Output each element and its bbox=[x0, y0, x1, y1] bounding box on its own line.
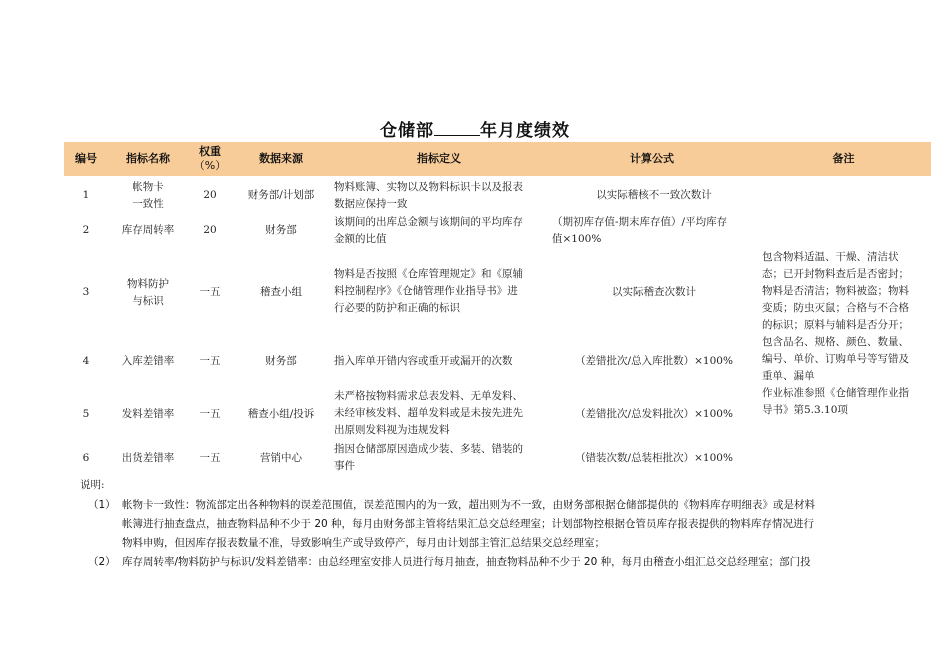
row-definition bbox=[334, 441, 550, 475]
row-source: 财务部 bbox=[265, 224, 297, 236]
row-no: 2 bbox=[82, 224, 90, 236]
definition-line: 指因仓储部原因造成少装、多装、错装的 bbox=[334, 443, 523, 455]
row-weight: 20 bbox=[203, 224, 217, 236]
row-name: 入库差错率 bbox=[121, 355, 175, 367]
row-definition bbox=[334, 388, 550, 439]
row-name-line: 物料防护 bbox=[127, 278, 169, 290]
row-no: 4 bbox=[82, 355, 90, 367]
row-formula: （错装次数/总装柜批次）×100% bbox=[575, 452, 733, 464]
remark-line: 作业标准参照《仓储管理作业指 bbox=[762, 387, 909, 399]
row-no: 1 bbox=[82, 189, 90, 201]
header-weight-line1: 权重 bbox=[199, 145, 221, 158]
header-formula: 计算公式 bbox=[630, 152, 674, 165]
row-source: 稽查小组 bbox=[260, 286, 302, 298]
definition-line: 物料账簿、实物以及物料标识卡以及报表 bbox=[334, 181, 523, 193]
definition-line: 数据应保持一致 bbox=[334, 198, 408, 210]
definition-line: 未严格按物料需求总表发料、无单发料、 bbox=[334, 390, 523, 402]
remark-line: 重单、漏单 bbox=[762, 370, 815, 382]
definition-line: 事件 bbox=[334, 460, 355, 472]
row-formula: 以实际稽核不一致次数计 bbox=[596, 189, 712, 201]
row-weight: 一五 bbox=[199, 408, 221, 420]
title-blank-line bbox=[434, 121, 480, 136]
title-suffix: 年月度绩效 bbox=[480, 121, 570, 141]
definition-line: 未经审核发料、超单发料或是未按先进先 bbox=[334, 407, 523, 419]
row-name-line: 与标识 bbox=[132, 295, 164, 307]
row-name: 出货差错率 bbox=[121, 452, 175, 464]
row-weight: 一五 bbox=[199, 452, 221, 464]
header-weight-line2: （%） bbox=[193, 159, 227, 172]
definition-line: 该期间的出库总金额与该期间的平均库存 bbox=[334, 216, 523, 228]
header-no: 编号 bbox=[75, 152, 97, 165]
remark-line: 物料是否清洁；物料被盗；物料 bbox=[762, 285, 909, 297]
note-2-marker: （2） bbox=[88, 556, 116, 568]
row-definition bbox=[334, 214, 550, 248]
remark-block bbox=[762, 249, 930, 419]
note-1-marker: （1） bbox=[88, 499, 116, 511]
remark-line: 态；已开封物料查后是否密封； bbox=[762, 268, 909, 280]
notes-label: 说明: bbox=[80, 479, 105, 491]
row-name-line: 一致性 bbox=[132, 198, 164, 210]
definition-line: 行必要的防护和正确的标识 bbox=[334, 302, 460, 314]
row-source: 财务部/计划部 bbox=[247, 189, 315, 201]
row-formula: 以实际稽查次数计 bbox=[612, 286, 696, 298]
row-no: 3 bbox=[82, 286, 90, 298]
note-1-line: 帐物卡一致性：物流部定出各种物料的误差范围值，误差范围内的为一致，超出则为不一致，由财务部根据仓储部提供的《物料库存明细表》或是材料 bbox=[122, 499, 815, 511]
page-title bbox=[0, 116, 950, 141]
remark-line: 导书》第5.3.10项 bbox=[762, 404, 848, 416]
remark-line: 包含品名、规格、颜色、数量、 bbox=[762, 336, 909, 348]
header-name: 指标名称 bbox=[126, 152, 170, 165]
note-1-line: 物料申购，但因库存报表数量不准，导致影响生产或导致停产，每月由计划部主管汇总结果交总经理室； bbox=[122, 537, 605, 549]
header-weight bbox=[188, 142, 232, 176]
formula-line: 值×100% bbox=[552, 233, 602, 245]
definition-line: 料控制程序》《仓储管理作业指导书》进 bbox=[334, 285, 518, 297]
row-name-line: 帐物卡 bbox=[132, 181, 164, 193]
note-1-line: 帐簿进行抽查盘点，抽查物料品种不少于 20 种，每月由财务部主管将结果汇总交总经理室；计划部物控根据仓管员库存报表提供的物料库存情况进行 bbox=[122, 518, 815, 530]
row-weight: 一五 bbox=[199, 355, 221, 367]
row-definition: 指入库单开错内容或重开或漏开的次数 bbox=[334, 355, 513, 367]
row-no: 5 bbox=[82, 408, 90, 420]
note-2-line: 库存周转率/物料防护与标识/发料差错率：由总经理室安排人员进行每月抽查，抽查物料品种不少于 20 种，每月由稽查小组汇总交总经理室；部门投 bbox=[122, 556, 811, 568]
header-remark: 备注 bbox=[832, 152, 855, 165]
definition-line: 物料是否按照《仓库管理规定》和《原辅 bbox=[334, 268, 523, 280]
row-source: 营销中心 bbox=[260, 452, 302, 464]
definition-line: 出原则发料视为违规发料 bbox=[334, 424, 450, 436]
row-name: 发料差错率 bbox=[121, 408, 175, 420]
row-definition bbox=[334, 179, 550, 213]
row-no: 6 bbox=[82, 452, 90, 464]
row-formula: （差错批次/总发料批次）×100% bbox=[575, 408, 733, 420]
row-source: 稽查小组/投诉 bbox=[247, 408, 315, 420]
remark-line: 包含物料适温、干燥、清洁状 bbox=[762, 251, 899, 263]
remark-line: 变质；防虫灭鼠；合格与不合格 bbox=[762, 302, 909, 314]
row-source: 财务部 bbox=[265, 355, 297, 367]
header-source: 数据来源 bbox=[259, 152, 303, 165]
header-definition: 指标定义 bbox=[417, 152, 461, 165]
definition-line: 金额的比值 bbox=[334, 233, 387, 245]
table-header bbox=[64, 142, 931, 176]
row-weight: 一五 bbox=[199, 286, 221, 298]
remark-line: 编号、单价、订购单号等写错及 bbox=[762, 353, 909, 365]
formula-line: （期初库存值-期末库存值）/平均库存 bbox=[552, 216, 728, 228]
remark-line: 的标识；原料与辅料是否分开； bbox=[762, 319, 909, 331]
row-weight: 20 bbox=[203, 189, 217, 201]
row-name: 库存周转率 bbox=[121, 224, 175, 236]
row-name bbox=[108, 179, 188, 213]
row-formula: （差错批次/总入库批数）×100% bbox=[575, 355, 733, 367]
row-formula bbox=[552, 214, 758, 248]
title-prefix: 仓储部 bbox=[380, 121, 434, 141]
row-name bbox=[108, 276, 188, 310]
row-definition bbox=[334, 266, 550, 317]
